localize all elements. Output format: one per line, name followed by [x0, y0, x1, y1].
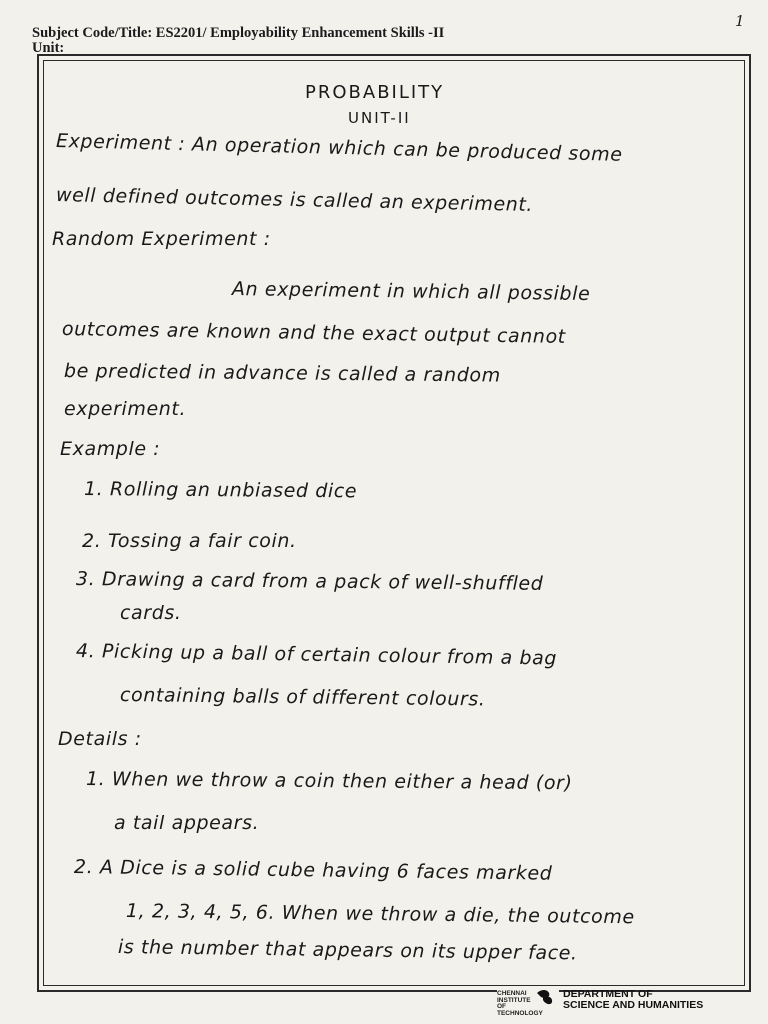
note-line: 4. Picking up a ball of certain colour from a bag — [75, 640, 558, 670]
unit-line: Unit: — [32, 40, 65, 56]
note-line: a tail appears. — [114, 812, 260, 834]
note-line: cards. — [120, 602, 182, 624]
note-line: 1. When we throw a coin then either a head (or) — [85, 768, 573, 795]
note-line: Example : — [60, 438, 161, 460]
note-line: experiment. — [64, 398, 187, 420]
notes-unit: UNIT-II — [348, 109, 411, 127]
note-line: containing balls of different colours. — [119, 684, 486, 711]
notes-title: PROBABILITY — [305, 82, 445, 103]
document-header — [32, 26, 444, 56]
note-line: An experiment in which all possible — [231, 278, 591, 306]
note-line: is the number that appears on its upper face. — [117, 936, 578, 965]
note-line: Experiment : An operation which can be produced some — [55, 130, 623, 166]
institute-logo-text: CHENNAI INSTITUTE OF TECHNOLOGY — [497, 990, 543, 1017]
note-line: 2. Tossing a fair coin. — [82, 530, 297, 552]
note-line: 2. A Dice is a solid cube having 6 faces marked — [73, 856, 553, 885]
department-line-2: SCIENCE AND HUMANITIES — [563, 999, 704, 1011]
department-line-1: DEPARTMENT OF — [563, 988, 653, 1000]
note-line: be predicted in advance is called a random — [63, 360, 501, 387]
note-line: 3. Drawing a card from a pack of well-shuffled — [75, 568, 544, 595]
note-line: well defined outcomes is called an experiment. — [55, 184, 534, 216]
subject-line: Subject Code/Title: ES2201/ Employability Enhancement Skills -II — [32, 25, 445, 41]
note-line: Random Experiment : — [52, 228, 271, 250]
note-line: 1. Rolling an unbiased dice — [83, 478, 358, 503]
note-line: Details : — [58, 728, 142, 750]
note-line: outcomes are known and the exact output cannot — [61, 318, 566, 348]
page-number: 1 — [735, 12, 745, 30]
department-label — [563, 989, 703, 1011]
note-line: 1, 2, 3, 4, 5, 6. When we throw a die, the outcome — [125, 900, 635, 929]
